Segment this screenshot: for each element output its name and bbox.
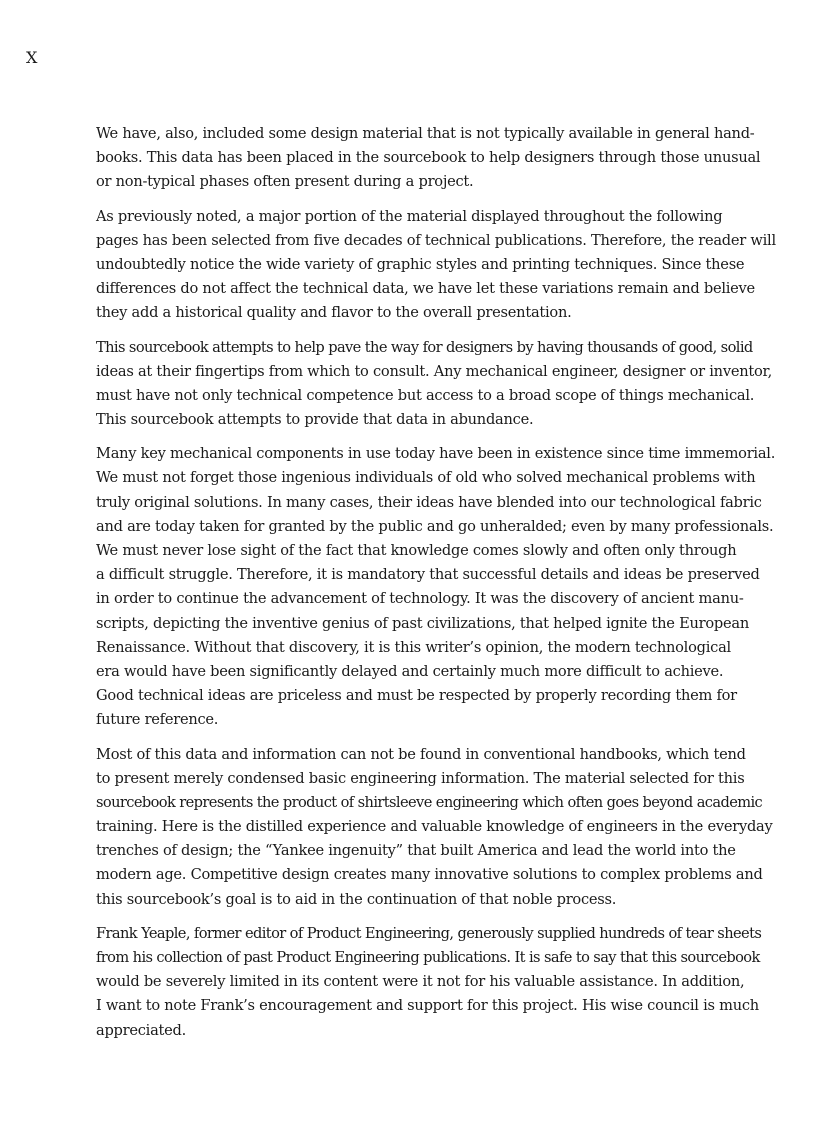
paragraph [96, 122, 761, 195]
paragraph [96, 922, 762, 1043]
body-text [96, 122, 776, 1053]
text-line: We must never lose sight of the fact that knowledge comes slowly and often only through [96, 542, 737, 559]
text-line: appreciated. [96, 1021, 187, 1039]
text-line: pages has been selected from five decades of technical publications. Therefore, the reader will [96, 231, 776, 249]
text-line: We must not forget those ingenious individuals of old who solved mechanical problems with [96, 469, 756, 487]
text-line: truly original solutions. In many cases, their ideas have blended into our technological fabric [96, 493, 762, 511]
text-line: this sourcebook’s goal is to aid in the continuation of that noble process. [96, 890, 617, 908]
text-line: This sourcebook attempts to help pave the way for designers by having thousands of good, solid [96, 338, 753, 356]
text-line: trenches of design; the “Yankee ingenuity” that built America and lead the world into the [96, 842, 736, 860]
paragraph [96, 442, 776, 732]
text-line: modern age. Competitive design creates many innovative solutions to complex problems and [96, 866, 763, 884]
text-line: and are today taken for granted by the public and go unheralded; even by many professionals. [96, 517, 774, 535]
text-line: training. Here is the distilled experience and valuable knowledge of engineers in the everyday [96, 818, 773, 836]
text-line: We have, also, included some design material that is not typically available in general hand- [96, 125, 755, 142]
text-line: future reference. [96, 711, 219, 729]
text-line: As previously noted, a major portion of the material displayed throughout the following [96, 207, 723, 225]
text-line: I want to note Frank’s encouragement and support for this project. His wise council is much [96, 997, 759, 1015]
text-line: from his collection of past Product Engineering publications. It is safe to say that this sourcebook [96, 949, 760, 966]
text-line: Frank Yeaple, former editor of Product Engineering, generously supplied hundreds of tear sheets [96, 924, 762, 942]
text-line: must have not only technical competence but access to a broad scope of things mechanical. [96, 386, 755, 404]
text-line: Good technical ideas are priceless and must be respected by properly recording them for [96, 687, 737, 705]
text-line: ideas at their fingertips from which to consult. Any mechanical engineer, designer or inventor, [96, 362, 773, 380]
text-line: sourcebook represents the product of shirtsleeve engineering which often goes beyond academic [96, 793, 763, 811]
paragraph [96, 336, 773, 433]
paragraph [96, 205, 776, 326]
text-line: books. This data has been placed in the sourcebook to help designers through those unusual [96, 149, 761, 167]
text-line: Most of this data and information can not be found in conventional handbooks, which tend [96, 745, 746, 763]
paragraph [96, 743, 773, 912]
text-line: Renaissance. Without that discovery, it is this writer’s opinion, the modern technological [96, 638, 731, 656]
text-line: This sourcebook attempts to provide that data in abundance. [96, 411, 534, 429]
text-line: era would have been significantly delayed and certainly much more difficult to achieve. [96, 662, 724, 680]
text-line: differences do not affect the technical data, we have let these variations remain and believe [96, 280, 755, 298]
text-line: undoubtedly notice the wide variety of graphic styles and printing techniques. Since these [96, 255, 745, 273]
text-line: a difficult struggle. Therefore, it is mandatory that successful details and ideas be preserved [96, 566, 760, 584]
text-line: they add a historical quality and flavor to the overall presentation. [96, 304, 572, 322]
text-line: Many key mechanical components in use today have been in existence since time immemorial. [96, 445, 776, 463]
text-line: would be severely limited in its content were it not for his valuable assistance. In addition, [96, 973, 745, 991]
text-line: or non-typical phases often present during a project. [96, 173, 474, 191]
text-line: to present merely condensed basic engineering information. The material selected for this [96, 769, 745, 787]
page-number: X [26, 48, 38, 67]
text-line: in order to continue the advancement of technology. It was the discovery of ancient manu- [96, 590, 744, 608]
text-line: scripts, depicting the inventive genius of past civilizations, that helped ignite the European [96, 614, 749, 632]
